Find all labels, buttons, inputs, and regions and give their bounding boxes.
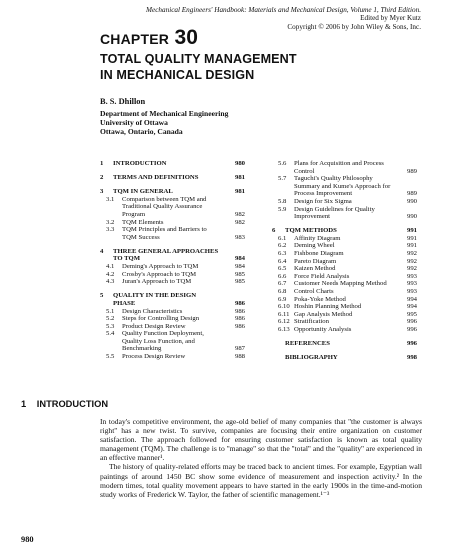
toc-entry-title: Deming Wheel — [294, 242, 335, 250]
toc-subsection-entry — [100, 226, 245, 241]
toc-subsection-entry — [100, 315, 245, 323]
toc-entry-page: 994 — [406, 295, 417, 303]
toc-entry-number: 3 — [100, 188, 104, 196]
toc-entry-title: Comparison between TQM and Traditional Quality Assurance Program — [122, 195, 207, 218]
toc-entry-title: Gap Analysis Method — [294, 310, 353, 318]
toc-entry-page: 984 — [234, 255, 245, 263]
author-department: Department of Mechanical Engineering — [100, 108, 229, 118]
toc-entry-number: 5.3 — [106, 322, 115, 330]
toc-entry-number: 5.6 — [278, 160, 287, 167]
toc-entry-number: 1 — [100, 160, 104, 167]
toc-entry-number: 6.2 — [278, 242, 287, 250]
toc-entry-title: Design for Six Sigma — [294, 197, 352, 205]
toc-subsection-entry — [272, 175, 417, 198]
toc-subsection-entry — [100, 278, 245, 286]
toc-subsection-entry — [272, 235, 417, 243]
toc-entry-page: 989 — [406, 167, 417, 175]
toc-subsection-entry — [100, 219, 245, 227]
toc-entry-title: Deming's Approach to TQM — [122, 263, 199, 271]
toc-entry-page: 981 — [234, 188, 245, 196]
toc-entry-number: 5.4 — [106, 330, 115, 338]
toc-subsection-entry — [100, 330, 245, 353]
toc-entry-title: Force Field Analysis — [294, 272, 350, 280]
toc-entry-number: 4.3 — [106, 278, 115, 286]
toc-entry-number: 4 — [100, 247, 104, 255]
toc-entry-page: 990 — [406, 197, 417, 205]
toc-entry-page: 985 — [234, 270, 245, 278]
toc-subsection-entry — [272, 280, 417, 288]
toc-entry-page: 992 — [406, 250, 417, 258]
toc-subsection-entry — [272, 258, 417, 266]
toc-subsection-entry — [100, 263, 245, 271]
toc-entry-page: 986 — [234, 315, 245, 323]
toc-entry-page: 988 — [234, 353, 245, 361]
toc-section-entry — [272, 354, 417, 362]
toc-entry-number: 5.9 — [278, 205, 287, 213]
toc-entry-number: 6.10 — [278, 303, 290, 311]
toc-entry-number: 6 — [272, 227, 276, 235]
toc-entry-number: 6.8 — [278, 288, 287, 295]
toc-section-entry — [100, 248, 245, 263]
toc-entry-title: Design Guidelines for Quality Improvement — [294, 205, 375, 221]
toc-subsection-entry — [100, 323, 245, 331]
toc-entry-page: 987 — [234, 345, 245, 353]
toc-subsection-entry — [272, 265, 417, 273]
toc-entry-page: 982 — [234, 210, 245, 218]
toc-entry-page: 985 — [234, 278, 245, 286]
copyright-line: Copyright © 2006 by John Wiley & Sons, Inc. — [287, 22, 421, 31]
toc-entry-title: TQM Principles and Barriers to TQM Success — [122, 226, 207, 241]
toc-subsection-entry — [272, 198, 417, 206]
toc-entry-title: Hoshin Planning Method — [294, 303, 362, 311]
toc-entry-number: 6.1 — [278, 234, 287, 242]
toc-entry-page: 992 — [406, 257, 417, 265]
toc-entry-number — [272, 354, 285, 362]
toc-subsection-entry — [272, 250, 417, 258]
paragraph-1: In today's competitive environment, the age-old belief of many companies that ''the customer is always right'' has a new twist. To survive, companies are focusing their entire organization on customer satisfaction. The approach followed for ensuring customer satisfaction is known as total quality management (TQM). The challenge is to ''manage'' so that the ''total'' and the ''quality'' are experienced in an effective manner¹. — [100, 417, 422, 463]
toc-entry-title: QUALITY IN THE DESIGN PHASE — [113, 292, 197, 307]
toc-entry-number: 5.2 — [106, 315, 115, 323]
toc-section-entry — [100, 174, 245, 182]
toc-entry-title: Quality Function Deployment, Quality Loss Function, and Benchmarking — [122, 330, 204, 353]
toc-entry-title: THREE GENERAL APPROACHES TO TQM — [113, 247, 219, 263]
toc-entry-page: 996 — [406, 325, 417, 333]
toc-entry-page: 993 — [406, 272, 417, 280]
toc-entry-number: 4.1 — [106, 263, 115, 271]
toc-entry-page: 991 — [406, 242, 417, 250]
toc-entry-page: 993 — [406, 288, 417, 295]
toc-entry-title: Crosby's Approach to TQM — [122, 270, 197, 278]
toc-entry-title: Affinity Diagram — [294, 234, 341, 242]
toc-entry-number: 6.12 — [278, 318, 290, 326]
toc-entry-page: 996 — [406, 318, 417, 326]
chapter-title — [100, 52, 400, 83]
toc-entry-number: 5.8 — [278, 197, 287, 205]
author-university: University of Ottawa — [100, 117, 168, 127]
toc-subsection-entry — [272, 206, 417, 221]
toc-entry-number: 4.2 — [106, 270, 115, 278]
editor-line: Edited by Myer Kutz — [360, 14, 421, 23]
toc-entry-number: 6.5 — [278, 265, 287, 273]
toc-entry-page: 986 — [234, 307, 245, 315]
toc-entry-number: 6.7 — [278, 280, 287, 288]
toc-entry-title: Poka-Yoke Method — [294, 295, 346, 303]
toc-subsection-entry — [272, 296, 417, 304]
toc-entry-page: 998 — [406, 354, 417, 362]
toc-subsection-entry — [272, 160, 417, 175]
toc-subsection-entry — [272, 326, 417, 334]
toc-entry-title: TQM Elements — [122, 218, 164, 226]
toc-entry-page: 994 — [406, 303, 417, 311]
toc-left-column — [100, 160, 245, 361]
chapter-word: CHAPTER — [100, 31, 170, 47]
toc-entry-number: 5.7 — [278, 175, 287, 183]
toc-entry-page: 991 — [406, 234, 417, 242]
toc-entry-number: 3.1 — [106, 195, 115, 203]
toc-entry-page: 983 — [234, 233, 245, 241]
toc-entry-title: Design Characteristics — [122, 307, 183, 315]
toc-section-entry — [100, 188, 245, 196]
toc-entry-title: Pareto Diagram — [294, 257, 337, 265]
toc-entry-title: Steps for Controlling Design — [122, 315, 200, 323]
author-location: Ottawa, Ontario, Canada — [100, 126, 183, 136]
toc-section-entry — [272, 227, 417, 235]
toc-entry-title: Product Design Review — [122, 322, 186, 330]
toc-entry-page: 992 — [406, 265, 417, 273]
title-line-1: TOTAL QUALITY MANAGEMENT — [100, 52, 297, 66]
toc-subsection-entry — [100, 308, 245, 316]
toc-entry-number: 5 — [100, 292, 104, 300]
toc-section-entry — [100, 292, 245, 307]
toc-entry-number: 6.11 — [278, 310, 290, 318]
section-number: 1 — [21, 399, 27, 409]
toc-entry-title: Process Design Review — [122, 353, 186, 361]
toc-right-column — [272, 160, 417, 362]
toc-entry-number: 6.3 — [278, 250, 287, 258]
toc-entry-title: TQM IN GENERAL — [113, 188, 173, 196]
toc-entry-title: Stratification — [294, 318, 329, 326]
toc-entry-number: 5.5 — [106, 353, 115, 361]
chapter-label — [100, 26, 198, 50]
body-text — [100, 417, 422, 499]
toc-subsection-entry — [272, 311, 417, 319]
toc-entry-title: REFERENCES — [285, 340, 330, 348]
toc-entry-number: 6.9 — [278, 295, 287, 303]
toc-entry-number: 6.4 — [278, 257, 287, 265]
toc-entry-number: 5.1 — [106, 307, 115, 315]
toc-entry-number: 3.2 — [106, 218, 115, 226]
toc-entry-page: 996 — [406, 340, 417, 348]
toc-entry-title: TQM METHODS — [285, 227, 337, 235]
book-citation: Mechanical Engineers' Handbook: Materials and Mechanical Design, Volume 1, Third Edition. — [146, 6, 421, 14]
toc-subsection-entry — [100, 271, 245, 279]
toc-entry-title: TERMS AND DEFINITIONS — [113, 174, 199, 182]
toc-entry-page: 981 — [234, 174, 245, 182]
toc-entry-title: Plans for Acquisition and Process Control — [294, 160, 384, 175]
toc-section-entry — [272, 340, 417, 348]
toc-entry-page: 991 — [406, 227, 417, 235]
toc-subsection-entry — [272, 242, 417, 250]
toc-entry-page: 982 — [234, 218, 245, 226]
toc-entry-page: 984 — [234, 263, 245, 271]
toc-section-entry — [100, 160, 245, 168]
toc-subsection-entry — [100, 196, 245, 219]
toc-entry-number — [272, 340, 285, 348]
toc-entry-title: Opportunity Analysis — [294, 325, 352, 333]
toc-entry-title: Juran's Approach to TQM — [122, 278, 192, 286]
toc-entry-number: 2 — [100, 174, 104, 182]
toc-entry-number: 6.6 — [278, 272, 287, 280]
toc-entry-page: 980 — [234, 160, 245, 167]
toc-subsection-entry — [100, 353, 245, 361]
toc-entry-title: BIBLIOGRAPHY — [285, 354, 338, 362]
toc-subsection-entry — [272, 288, 417, 296]
toc-entry-page: 986 — [234, 322, 245, 330]
toc-entry-title: Taguchi's Quality Philosophy Summary and Kume's Approach for Process Improvement — [294, 175, 391, 198]
author-block — [100, 98, 228, 137]
toc-entry-title: INTRODUCTION — [113, 160, 167, 167]
toc-entry-page: 993 — [406, 280, 417, 288]
toc-entry-number: 3.3 — [106, 226, 115, 234]
title-line-2: IN MECHANICAL DESIGN — [100, 67, 255, 82]
toc-subsection-entry — [272, 273, 417, 281]
author-name: B. S. Dhillon — [100, 97, 146, 106]
page-number: 980 — [21, 535, 34, 544]
toc-entry-page: 995 — [406, 310, 417, 318]
toc-entry-page: 990 — [406, 213, 417, 221]
toc-entry-title: Fishbone Diagram — [294, 250, 344, 258]
toc-entry-title: Kaizen Method — [294, 265, 336, 273]
toc-subsection-entry — [272, 318, 417, 326]
section-title: INTRODUCTION — [36, 399, 109, 409]
toc-entry-page: 989 — [406, 190, 417, 198]
section-heading — [21, 399, 108, 409]
chapter-number: 30 — [174, 26, 198, 49]
paragraph-2: The history of quality-related efforts may be traced back to ancient times. For example, Egyptian wall paintings of around 1450 BC show some evidence of measurement and inspection activity.² In the modern times, total quality movement appears to have started in the early 1900s in the time-and-motion study works of Frederick W. Taylor, the father of scientific management.¹⁻³ — [100, 462, 422, 499]
toc-entry-title: Control Charts — [294, 288, 334, 295]
toc-entry-title: Customer Needs Mapping Method — [294, 280, 387, 288]
toc-entry-number: 6.13 — [278, 325, 290, 333]
toc-entry-page: 986 — [234, 299, 245, 307]
toc-subsection-entry — [272, 303, 417, 311]
